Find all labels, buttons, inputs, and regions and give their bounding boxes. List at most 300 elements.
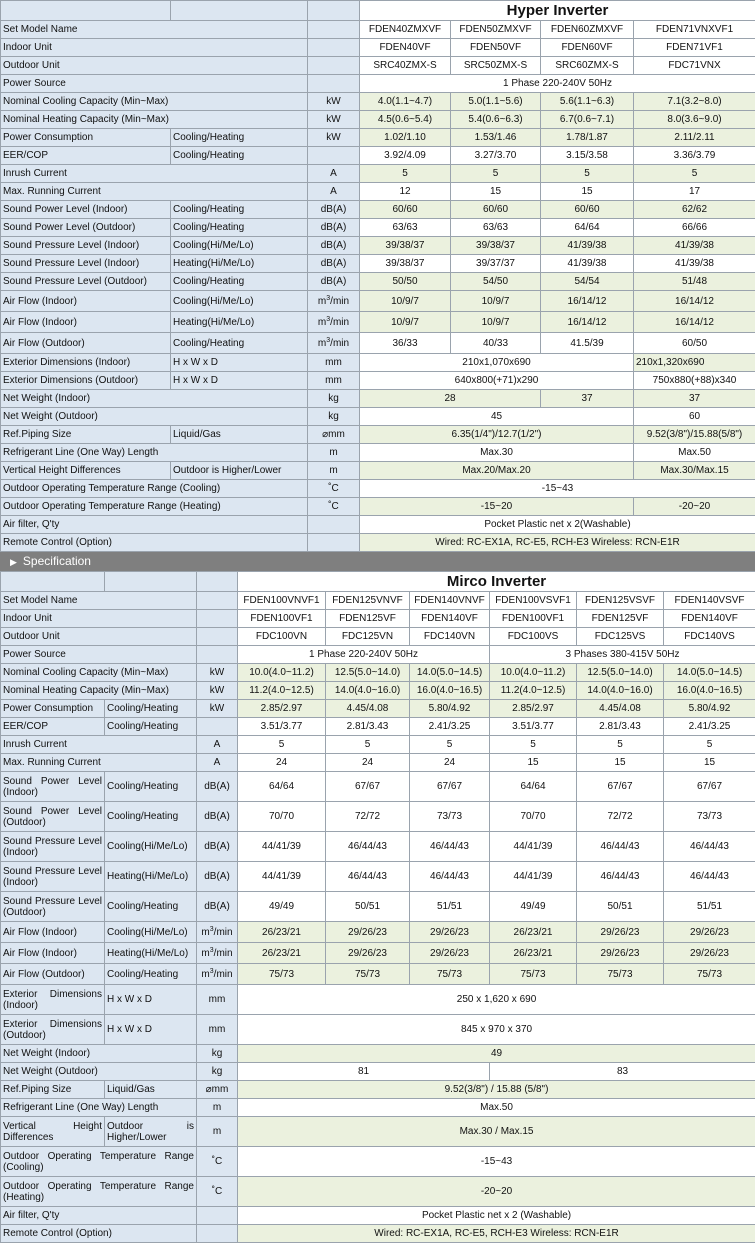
table-row: [1, 1081, 755, 1099]
blank-cell: [1, 1, 171, 21]
value-cell: FDEN125VNVF: [326, 592, 410, 610]
table-row: [1, 498, 755, 516]
row-sublabel: Cooling/Heating: [105, 892, 197, 922]
value-cell: 3.51/3.77: [238, 718, 326, 736]
row-label: Outdoor Unit: [1, 57, 308, 75]
row-label: EER/COP: [1, 147, 171, 165]
value-cell: 5: [664, 736, 755, 754]
value-cell: -20~20: [634, 498, 755, 516]
table-row: [1, 147, 755, 165]
unit-cell: [308, 39, 360, 57]
row-label: Net Weight (Outdoor): [1, 408, 308, 426]
unit-cell: ⌀mm: [308, 426, 360, 444]
value-cell: 210x1,320x690: [634, 354, 755, 372]
unit-cell: [308, 147, 360, 165]
table-row: [1, 534, 755, 552]
row-label: Air filter, Q'ty: [1, 1207, 197, 1225]
table-row: [1, 390, 755, 408]
row-sublabel: H x W x D: [105, 985, 197, 1015]
value-cell: FDC125VS: [577, 628, 664, 646]
row-sublabel: Liquid/Gas: [105, 1081, 197, 1099]
value-cell: 5.0(1.1~5.6): [451, 93, 541, 111]
row-label: Net Weight (Outdoor): [1, 1063, 197, 1081]
blank-cell: [171, 1, 308, 21]
value-cell: FDEN100VNVF1: [238, 592, 326, 610]
value-cell: FDEN40ZMXVF: [360, 21, 451, 39]
value-cell: 66/66: [634, 219, 755, 237]
unit-cell: kg: [308, 408, 360, 426]
unit-per-min: /min: [330, 337, 350, 349]
value-cell: 14.0(5.0~14.5): [664, 664, 755, 682]
row-label: Air Flow (Indoor): [1, 312, 171, 333]
value-cell: FDEN125VF: [577, 610, 664, 628]
value-cell: Pocket Plastic net x 2(Washable): [360, 516, 755, 534]
row-sublabel: Cooling/Heating: [105, 772, 197, 802]
value-cell: 1.02/1.10: [360, 129, 451, 147]
table-row: [1, 1207, 755, 1225]
table-row: [1, 718, 755, 736]
value-cell: 81: [238, 1063, 490, 1081]
value-cell: 54/54: [541, 273, 634, 291]
unit-cell: mm: [197, 1015, 238, 1045]
blank-cell: [308, 1, 360, 21]
blank-cell: [1, 572, 105, 592]
row-label: Air Flow (Indoor): [1, 943, 105, 964]
table-row: [1, 408, 755, 426]
value-cell: 75/73: [577, 964, 664, 985]
row-label: Nominal Heating Capacity (Min~Max): [1, 682, 197, 700]
value-cell: 16/14/12: [541, 291, 634, 312]
value-cell: 64/64: [490, 772, 577, 802]
value-cell: FDC140VS: [664, 628, 755, 646]
value-cell: 15: [490, 754, 577, 772]
table-row: [1, 93, 755, 111]
table-row: [1, 985, 755, 1015]
value-cell: FDEN71VNXVF1: [634, 21, 755, 39]
unit-cell: m: [197, 1099, 238, 1117]
value-cell: 73/73: [664, 802, 755, 832]
row-label: Nominal Cooling Capacity (Min~Max): [1, 93, 308, 111]
table-row: [1, 237, 755, 255]
unit-cell: [197, 592, 238, 610]
unit-cell: ˚C: [197, 1147, 238, 1177]
value-cell: -15~43: [238, 1147, 755, 1177]
value-cell: FDEN125VF: [326, 610, 410, 628]
row-sublabel: H x W x D: [171, 372, 308, 390]
table-row: [1, 1, 755, 21]
row-label: Indoor Unit: [1, 610, 197, 628]
row-sublabel: Cooling(Hi/Me/Lo): [171, 237, 308, 255]
table-row: [1, 255, 755, 273]
row-sublabel: Cooling/Heating: [171, 219, 308, 237]
value-cell: SRC60ZMX-S: [541, 57, 634, 75]
value-cell: FDEN71VF1: [634, 39, 755, 57]
row-label: Sound Power Level (Indoor): [1, 201, 171, 219]
value-cell: 44/41/39: [490, 862, 577, 892]
value-cell: 3.27/3.70: [451, 147, 541, 165]
value-cell: 39/38/37: [360, 237, 451, 255]
value-cell: 10.0(4.0~11.2): [238, 664, 326, 682]
unit-cell: kW: [197, 682, 238, 700]
table-row: [1, 664, 755, 682]
value-cell: 73/73: [410, 802, 490, 832]
value-cell: 63/63: [451, 219, 541, 237]
value-cell: FDEN100VF1: [238, 610, 326, 628]
value-cell: 6.7(0.6~7.1): [541, 111, 634, 129]
unit-cell: dB(A): [197, 832, 238, 862]
value-cell: 41/39/38: [634, 255, 755, 273]
table-row: [1, 943, 755, 964]
value-cell: FDEN125VSVF: [577, 592, 664, 610]
row-label: Outdoor Unit: [1, 628, 197, 646]
value-cell: 51/51: [664, 892, 755, 922]
unit-cell: [308, 21, 360, 39]
value-cell: 2.81/3.43: [326, 718, 410, 736]
unit-cell: dB(A): [308, 201, 360, 219]
value-cell: 54/50: [451, 273, 541, 291]
value-cell: 46/44/43: [577, 862, 664, 892]
value-cell: 41/39/38: [541, 237, 634, 255]
row-label: Sound Pressure Level (Indoor): [1, 255, 171, 273]
value-cell: 16/14/12: [541, 312, 634, 333]
value-cell: 3.92/4.09: [360, 147, 451, 165]
unit-m: m: [201, 968, 210, 980]
value-cell: 40/33: [451, 333, 541, 354]
unit-cell: [197, 610, 238, 628]
value-cell: 24: [238, 754, 326, 772]
value-cell: SRC40ZMX-S: [360, 57, 451, 75]
value-cell: 83: [490, 1063, 755, 1081]
table-row: [1, 892, 755, 922]
table-row: [1, 111, 755, 129]
hyper-inverter-table: [0, 0, 755, 552]
specification-bar[interactable]: [0, 552, 755, 571]
row-sublabel: Heating(Hi/Me/Lo): [171, 312, 308, 333]
value-cell: 2.11/2.11: [634, 129, 755, 147]
value-cell: FDEN50ZMXVF: [451, 21, 541, 39]
value-cell: FDC125VN: [326, 628, 410, 646]
table-row: [1, 183, 755, 201]
row-sublabel: H x W x D: [171, 354, 308, 372]
table-row: [1, 462, 755, 480]
unit-sup: 3: [209, 925, 214, 933]
value-cell: 15: [451, 183, 541, 201]
value-cell: 24: [410, 754, 490, 772]
value-cell: 2.41/3.25: [410, 718, 490, 736]
value-cell: 1.53/1.46: [451, 129, 541, 147]
row-label: Ref.Piping Size: [1, 1081, 105, 1099]
row-sublabel: Liquid/Gas: [171, 426, 308, 444]
unit-cell: kW: [308, 129, 360, 147]
row-sublabel: Outdoor is Higher/Lower: [171, 462, 308, 480]
unit-cell: ⌀mm: [197, 1081, 238, 1099]
value-cell: 29/26/23: [410, 922, 490, 943]
value-cell: 67/67: [410, 772, 490, 802]
value-cell: 46/44/43: [664, 862, 755, 892]
unit-cell: m: [197, 1117, 238, 1147]
value-cell: 210x1,070x690: [360, 354, 634, 372]
row-label: Outdoor Operating Temperature Range (Cooling): [1, 1147, 197, 1177]
value-cell: 46/44/43: [326, 832, 410, 862]
value-cell: 3.36/3.79: [634, 147, 755, 165]
value-cell: 10/9/7: [451, 312, 541, 333]
value-cell: 62/62: [634, 201, 755, 219]
row-label: Remote Control (Option): [1, 1225, 197, 1243]
unit-cell: m: [308, 444, 360, 462]
value-cell: 64/64: [541, 219, 634, 237]
value-cell: 845 x 970 x 370: [238, 1015, 755, 1045]
blank-cell: [197, 572, 238, 592]
value-cell: 29/26/23: [664, 922, 755, 943]
value-cell: 26/23/21: [490, 922, 577, 943]
value-cell: 14.0(4.0~16.0): [577, 682, 664, 700]
unit-cell: kg: [197, 1063, 238, 1081]
unit-cell: A: [197, 736, 238, 754]
value-cell: 2.41/3.25: [664, 718, 755, 736]
row-sublabel: Cooling/Heating: [171, 333, 308, 354]
table-row: [1, 572, 755, 592]
unit-cell: dB(A): [197, 862, 238, 892]
value-cell: 1 Phase 220-240V 50Hz: [238, 646, 490, 664]
unit-cell: mm: [308, 354, 360, 372]
triangle-right-icon: ▶: [10, 557, 17, 567]
value-cell: 16/14/12: [634, 312, 755, 333]
value-cell: Max.30 / Max.15: [238, 1117, 755, 1147]
unit-cell: dB(A): [197, 772, 238, 802]
value-cell: 15: [541, 183, 634, 201]
table-row: [1, 57, 755, 75]
unit-per-min: /min: [330, 295, 350, 307]
unit-m: m: [317, 316, 327, 328]
value-cell: 16.0(4.0~16.5): [664, 682, 755, 700]
value-cell: 75/73: [410, 964, 490, 985]
value-cell: 29/26/23: [326, 943, 410, 964]
value-cell: 10/9/7: [360, 312, 451, 333]
row-sublabel: H x W x D: [105, 1015, 197, 1045]
value-cell: 2.85/2.97: [490, 700, 577, 718]
table-row: [1, 832, 755, 862]
row-label: Indoor Unit: [1, 39, 308, 57]
unit-sup: 3: [209, 967, 214, 975]
value-cell: 5.6(1.1~6.3): [541, 93, 634, 111]
table-row: [1, 1117, 755, 1147]
value-cell: 46/44/43: [664, 832, 755, 862]
value-cell: 10/9/7: [360, 291, 451, 312]
unit-cell: kW: [197, 664, 238, 682]
value-cell: 8.0(3.6~9.0): [634, 111, 755, 129]
row-sublabel: Cooling/Heating: [105, 718, 197, 736]
value-cell: 3.51/3.77: [490, 718, 577, 736]
unit-per-min: /min: [213, 926, 233, 938]
row-label: Sound Pressure Level (Outdoor): [1, 892, 105, 922]
row-label: Air Flow (Outdoor): [1, 964, 105, 985]
value-cell: 4.45/4.08: [326, 700, 410, 718]
unit-m: m: [201, 947, 210, 959]
value-cell: FDC140VN: [410, 628, 490, 646]
table-row: [1, 754, 755, 772]
table-row: [1, 862, 755, 892]
value-cell: FDEN140VSVF: [664, 592, 755, 610]
value-cell: 60/60: [541, 201, 634, 219]
row-sublabel: Cooling(Hi/Me/Lo): [171, 291, 308, 312]
unit-cell: [197, 1207, 238, 1225]
value-cell: 640x800(+71)x290: [360, 372, 634, 390]
value-cell: FDEN60VF: [541, 39, 634, 57]
table-row: [1, 426, 755, 444]
unit-cell: kg: [197, 1045, 238, 1063]
value-cell: 29/26/23: [664, 943, 755, 964]
unit-cell: [308, 534, 360, 552]
value-cell: 26/23/21: [490, 943, 577, 964]
table-row: [1, 21, 755, 39]
table-row: [1, 610, 755, 628]
row-label: Sound Pressure Level (Outdoor): [1, 273, 171, 291]
value-cell: Wired: RC-EX1A, RC-E5, RCH-E3 Wireless: RCN-E1R: [360, 534, 755, 552]
value-cell: 37: [541, 390, 634, 408]
value-cell: 46/44/43: [577, 832, 664, 862]
row-sublabel: Cooling/Heating: [105, 964, 197, 985]
value-cell: 44/41/39: [238, 862, 326, 892]
value-cell: 10/9/7: [451, 291, 541, 312]
row-label: Vertical Height Differences: [1, 1117, 105, 1147]
unit-per-min: /min: [213, 947, 233, 959]
unit-cell: [308, 291, 360, 312]
row-label: Nominal Cooling Capacity (Min~Max): [1, 664, 197, 682]
value-cell: 12: [360, 183, 451, 201]
value-cell: 46/44/43: [326, 862, 410, 892]
row-label: Sound Pressure Level (Indoor): [1, 237, 171, 255]
row-label: Outdoor Operating Temperature Range (Heating): [1, 1177, 197, 1207]
table-row: [1, 75, 755, 93]
value-cell: Pocket Plastic net x 2 (Washable): [238, 1207, 755, 1225]
value-cell: 41.5/39: [541, 333, 634, 354]
row-sublabel: Cooling/Heating: [171, 273, 308, 291]
value-cell: FDC71VNX: [634, 57, 755, 75]
value-cell: 4.5(0.6~5.4): [360, 111, 451, 129]
value-cell: 72/72: [326, 802, 410, 832]
row-label: Refrigerant Line (One Way) Length: [1, 1099, 197, 1117]
table-row: [1, 1177, 755, 1207]
value-cell: FDEN140VF: [410, 610, 490, 628]
value-cell: 16/14/12: [634, 291, 755, 312]
table-row: [1, 516, 755, 534]
value-cell: 44/41/39: [490, 832, 577, 862]
value-cell: 72/72: [577, 802, 664, 832]
value-cell: FDEN50VF: [451, 39, 541, 57]
value-cell: 12.5(5.0~14.0): [326, 664, 410, 682]
table-row: [1, 682, 755, 700]
value-cell: 5: [410, 736, 490, 754]
unit-cell: mm: [308, 372, 360, 390]
value-cell: Max.50: [238, 1099, 755, 1117]
value-cell: -15~20: [360, 498, 634, 516]
unit-cell: dB(A): [308, 219, 360, 237]
value-cell: 2.85/2.97: [238, 700, 326, 718]
value-cell: 5: [238, 736, 326, 754]
row-label: Power Source: [1, 75, 308, 93]
unit-cell: A: [308, 183, 360, 201]
value-cell: 75/73: [326, 964, 410, 985]
unit-cell: dB(A): [197, 802, 238, 832]
unit-cell: ˚C: [197, 1177, 238, 1207]
unit-cell: dB(A): [308, 273, 360, 291]
value-cell: FDC100VN: [238, 628, 326, 646]
table-row: [1, 736, 755, 754]
value-cell: FDEN140VNVF: [410, 592, 490, 610]
row-label: Power Consumption: [1, 700, 105, 718]
value-cell: FDEN100VSVF1: [490, 592, 577, 610]
row-sublabel: Heating(Hi/Me/Lo): [105, 862, 197, 892]
row-label: Sound Power Level (Outdoor): [1, 219, 171, 237]
table-row: [1, 291, 755, 312]
value-cell: 5.80/4.92: [410, 700, 490, 718]
unit-cell: ˚C: [308, 498, 360, 516]
row-sublabel: Cooling/Heating: [105, 802, 197, 832]
row-label: Sound Pressure Level (Indoor): [1, 832, 105, 862]
value-cell: 50/51: [326, 892, 410, 922]
value-cell: 3.15/3.58: [541, 147, 634, 165]
unit-cell: [308, 333, 360, 354]
row-label: Power Source: [1, 646, 197, 664]
row-label: Sound Power Level (Outdoor): [1, 802, 105, 832]
value-cell: 39/38/37: [360, 255, 451, 273]
value-cell: 28: [360, 390, 541, 408]
value-cell: 45: [360, 408, 634, 426]
value-cell: 75/73: [238, 964, 326, 985]
value-cell: 750x880(+88)x340: [634, 372, 755, 390]
row-label: Max. Running Current: [1, 183, 308, 201]
table-row: [1, 219, 755, 237]
value-cell: 67/67: [326, 772, 410, 802]
table-row: [1, 1063, 755, 1081]
value-cell: 41/39/38: [634, 237, 755, 255]
row-label: Inrush Current: [1, 736, 197, 754]
table-row: [1, 480, 755, 498]
value-cell: SRC50ZMX-S: [451, 57, 541, 75]
row-label: Air Flow (Indoor): [1, 922, 105, 943]
table-row: [1, 1099, 755, 1117]
value-cell: 51/51: [410, 892, 490, 922]
value-cell: 11.2(4.0~12.5): [490, 682, 577, 700]
table-row: [1, 354, 755, 372]
value-cell: 6.35(1/4")/12.7(1/2"): [360, 426, 634, 444]
value-cell: 26/23/21: [238, 922, 326, 943]
value-cell: 9.52(3/8") / 15.88 (5/8"): [238, 1081, 755, 1099]
table-row: [1, 39, 755, 57]
unit-cell: [197, 1225, 238, 1243]
unit-cell: [308, 312, 360, 333]
row-sublabel: Cooling(Hi/Me/Lo): [105, 922, 197, 943]
value-cell: 75/73: [490, 964, 577, 985]
table-row: [1, 964, 755, 985]
table-row: [1, 129, 755, 147]
unit-cell: mm: [197, 985, 238, 1015]
row-label: EER/COP: [1, 718, 105, 736]
unit-sup: 3: [326, 336, 331, 344]
row-label: Sound Pressure Level (Indoor): [1, 862, 105, 892]
value-cell: 70/70: [238, 802, 326, 832]
unit-sup: 3: [209, 946, 214, 954]
table-row: [1, 165, 755, 183]
value-cell: 10.0(4.0~11.2): [490, 664, 577, 682]
value-cell: 9.52(3/8")/15.88(5/8"): [634, 426, 755, 444]
value-cell: 50/50: [360, 273, 451, 291]
value-cell: 24: [326, 754, 410, 772]
row-sublabel: Cooling(Hi/Me/Lo): [105, 832, 197, 862]
value-cell: 37: [634, 390, 755, 408]
value-cell: FDC100VS: [490, 628, 577, 646]
value-cell: 39/37/37: [451, 255, 541, 273]
